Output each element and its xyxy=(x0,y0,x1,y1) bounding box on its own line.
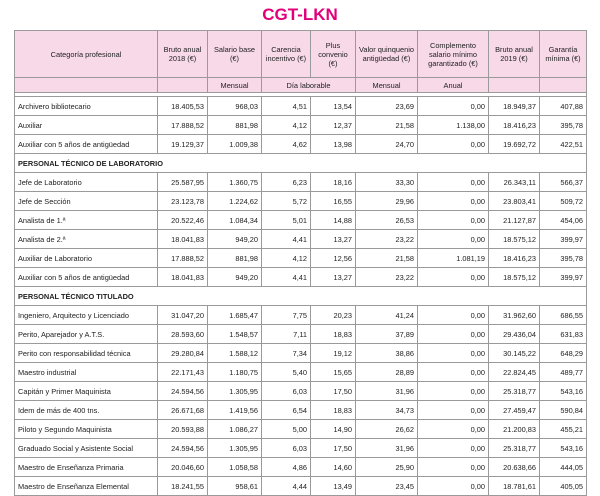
value-cell: 1.138,00 xyxy=(418,116,489,135)
value-cell: 5,72 xyxy=(262,192,311,211)
value-cell: 25.587,95 xyxy=(158,173,208,192)
value-cell: 0,00 xyxy=(418,192,489,211)
value-cell: 949,20 xyxy=(208,230,262,249)
header-cell: Bruto anual 2018 (€) xyxy=(158,31,208,78)
value-cell: 631,83 xyxy=(540,325,587,344)
value-cell: 395,78 xyxy=(540,116,587,135)
value-cell: 881,98 xyxy=(208,249,262,268)
category-cell: Maestro de Enseñanza Primaria xyxy=(15,458,158,477)
value-cell: 13,27 xyxy=(311,230,356,249)
table-row xyxy=(15,135,587,154)
category-cell: Auxiliar xyxy=(15,116,158,135)
value-cell: 0,00 xyxy=(418,306,489,325)
category-cell: Graduado Social y Asistente Social xyxy=(15,439,158,458)
category-cell: Auxiliar con 5 años de antigüedad xyxy=(15,135,158,154)
value-cell: 19,12 xyxy=(311,344,356,363)
value-cell: 4,51 xyxy=(262,97,311,116)
value-cell: 6,23 xyxy=(262,173,311,192)
table-row xyxy=(15,401,587,420)
category-cell: Analista de 1.ª xyxy=(15,211,158,230)
value-cell: 399,97 xyxy=(540,268,587,287)
value-cell: 20.638,66 xyxy=(489,458,540,477)
section-title: PERSONAL TÉCNICO TITULADO xyxy=(15,287,587,306)
value-cell: 23,22 xyxy=(356,268,418,287)
value-cell: 31.047,20 xyxy=(158,306,208,325)
units-row xyxy=(15,78,587,93)
value-cell: 18,16 xyxy=(311,173,356,192)
section-row xyxy=(15,154,587,173)
value-cell: 31,96 xyxy=(356,382,418,401)
category-cell: Perito, Aparejador y A.T.S. xyxy=(15,325,158,344)
value-cell: 0,00 xyxy=(418,477,489,496)
value-cell: 20,23 xyxy=(311,306,356,325)
value-cell: 34,73 xyxy=(356,401,418,420)
value-cell: 0,00 xyxy=(418,135,489,154)
table-row xyxy=(15,363,587,382)
value-cell: 23.123,78 xyxy=(158,192,208,211)
value-cell: 1.588,12 xyxy=(208,344,262,363)
value-cell: 1.180,75 xyxy=(208,363,262,382)
value-cell: 30.145,22 xyxy=(489,344,540,363)
value-cell: 12,37 xyxy=(311,116,356,135)
header-cell: Salario base (€) xyxy=(208,31,262,78)
value-cell: 648,29 xyxy=(540,344,587,363)
value-cell: 24,70 xyxy=(356,135,418,154)
value-cell: 18.416,23 xyxy=(489,116,540,135)
value-cell: 15,65 xyxy=(311,363,356,382)
value-cell: 6,54 xyxy=(262,401,311,420)
value-cell: 7,34 xyxy=(262,344,311,363)
value-cell: 31.962,60 xyxy=(489,306,540,325)
value-cell: 399,97 xyxy=(540,230,587,249)
value-cell: 4,62 xyxy=(262,135,311,154)
salary-table xyxy=(14,30,587,496)
value-cell: 6,03 xyxy=(262,382,311,401)
value-cell: 5,40 xyxy=(262,363,311,382)
value-cell: 0,00 xyxy=(418,268,489,287)
value-cell: 407,88 xyxy=(540,97,587,116)
value-cell: 26.671,68 xyxy=(158,401,208,420)
value-cell: 13,98 xyxy=(311,135,356,154)
table-row xyxy=(15,249,587,268)
value-cell: 18.575,12 xyxy=(489,230,540,249)
value-cell: 24.594,56 xyxy=(158,382,208,401)
value-cell: 18.781,61 xyxy=(489,477,540,496)
value-cell: 25.318,77 xyxy=(489,439,540,458)
value-cell: 1.305,95 xyxy=(208,382,262,401)
value-cell: 1.685,47 xyxy=(208,306,262,325)
value-cell: 881,98 xyxy=(208,116,262,135)
value-cell: 566,37 xyxy=(540,173,587,192)
value-cell: 4,12 xyxy=(262,249,311,268)
value-cell: 18.575,12 xyxy=(489,268,540,287)
value-cell: 455,21 xyxy=(540,420,587,439)
category-cell: Auxiliar con 5 años de antigüedad xyxy=(15,268,158,287)
category-cell: Jefe de Laboratorio xyxy=(15,173,158,192)
value-cell: 29,96 xyxy=(356,192,418,211)
value-cell: 0,00 xyxy=(418,344,489,363)
value-cell: 4,41 xyxy=(262,268,311,287)
value-cell: 29.436,04 xyxy=(489,325,540,344)
value-cell: 21.200,83 xyxy=(489,420,540,439)
category-cell: Jefe de Sección xyxy=(15,192,158,211)
units-cell: Mensual xyxy=(208,78,262,93)
value-cell: 33,30 xyxy=(356,173,418,192)
value-cell: 19.129,37 xyxy=(158,135,208,154)
value-cell: 18.041,83 xyxy=(158,268,208,287)
value-cell: 1.058,58 xyxy=(208,458,262,477)
table-row xyxy=(15,268,587,287)
value-cell: 12,56 xyxy=(311,249,356,268)
value-cell: 38,86 xyxy=(356,344,418,363)
value-cell: 1.081,19 xyxy=(418,249,489,268)
value-cell: 17.888,52 xyxy=(158,249,208,268)
value-cell: 444,05 xyxy=(540,458,587,477)
category-cell: Idem de más de 400 tns. xyxy=(15,401,158,420)
value-cell: 5,00 xyxy=(262,420,311,439)
value-cell: 18,83 xyxy=(311,401,356,420)
value-cell: 13,49 xyxy=(311,477,356,496)
header-cell: Categoría profesional xyxy=(15,31,158,78)
value-cell: 4,86 xyxy=(262,458,311,477)
header-row xyxy=(15,31,587,78)
value-cell: 22.824,45 xyxy=(489,363,540,382)
units-cell xyxy=(489,78,540,93)
table-row xyxy=(15,192,587,211)
section-row xyxy=(15,287,587,306)
units-cell: Mensual xyxy=(356,78,418,93)
value-cell: 0,00 xyxy=(418,230,489,249)
value-cell: 41,24 xyxy=(356,306,418,325)
value-cell: 1.086,27 xyxy=(208,420,262,439)
value-cell: 28,89 xyxy=(356,363,418,382)
units-cell: Día laborable xyxy=(262,78,356,93)
value-cell: 0,00 xyxy=(418,420,489,439)
value-cell: 4,41 xyxy=(262,230,311,249)
value-cell: 1.224,62 xyxy=(208,192,262,211)
table-row xyxy=(15,97,587,116)
value-cell: 21,58 xyxy=(356,249,418,268)
value-cell: 20.522,46 xyxy=(158,211,208,230)
value-cell: 395,78 xyxy=(540,249,587,268)
value-cell: 13,54 xyxy=(311,97,356,116)
value-cell: 26.343,11 xyxy=(489,173,540,192)
value-cell: 37,89 xyxy=(356,325,418,344)
value-cell: 1.305,95 xyxy=(208,439,262,458)
value-cell: 21.127,87 xyxy=(489,211,540,230)
table-row xyxy=(15,420,587,439)
value-cell: 18.416,23 xyxy=(489,249,540,268)
category-cell: Archivero bibliotecario xyxy=(15,97,158,116)
value-cell: 1.548,57 xyxy=(208,325,262,344)
table-row xyxy=(15,173,587,192)
value-cell: 968,03 xyxy=(208,97,262,116)
header-cell: Bruto anual 2019 (€) xyxy=(489,31,540,78)
value-cell: 23,22 xyxy=(356,230,418,249)
table-row xyxy=(15,211,587,230)
value-cell: 22.171,43 xyxy=(158,363,208,382)
value-cell: 27.459,47 xyxy=(489,401,540,420)
value-cell: 18.241,55 xyxy=(158,477,208,496)
table-row xyxy=(15,439,587,458)
value-cell: 18.041,83 xyxy=(158,230,208,249)
value-cell: 0,00 xyxy=(418,458,489,477)
value-cell: 18.949,37 xyxy=(489,97,540,116)
value-cell: 1.419,56 xyxy=(208,401,262,420)
value-cell: 0,00 xyxy=(418,173,489,192)
category-cell: Auxiliar de Laboratorio xyxy=(15,249,158,268)
value-cell: 454,06 xyxy=(540,211,587,230)
value-cell: 25.318,77 xyxy=(489,382,540,401)
value-cell: 21,58 xyxy=(356,116,418,135)
value-cell: 958,61 xyxy=(208,477,262,496)
value-cell: 18,83 xyxy=(311,325,356,344)
units-cell xyxy=(15,78,158,93)
category-cell: Perito con responsabilidad técnica xyxy=(15,344,158,363)
value-cell: 19.692,72 xyxy=(489,135,540,154)
value-cell: 0,00 xyxy=(418,97,489,116)
value-cell: 5,01 xyxy=(262,211,311,230)
value-cell: 20.593,88 xyxy=(158,420,208,439)
table-row xyxy=(15,382,587,401)
category-cell: Maestro industrial xyxy=(15,363,158,382)
value-cell: 26,53 xyxy=(356,211,418,230)
value-cell: 949,20 xyxy=(208,268,262,287)
value-cell: 17.888,52 xyxy=(158,116,208,135)
value-cell: 1.360,75 xyxy=(208,173,262,192)
value-cell: 7,11 xyxy=(262,325,311,344)
value-cell: 25,90 xyxy=(356,458,418,477)
value-cell: 26,62 xyxy=(356,420,418,439)
value-cell: 17,50 xyxy=(311,439,356,458)
table-row xyxy=(15,458,587,477)
table-row xyxy=(15,477,587,496)
value-cell: 0,00 xyxy=(418,211,489,230)
value-cell: 31,96 xyxy=(356,439,418,458)
value-cell: 23,45 xyxy=(356,477,418,496)
units-cell xyxy=(540,78,587,93)
value-cell: 509,72 xyxy=(540,192,587,211)
value-cell: 14,88 xyxy=(311,211,356,230)
value-cell: 17,50 xyxy=(311,382,356,401)
value-cell: 14,90 xyxy=(311,420,356,439)
value-cell: 686,55 xyxy=(540,306,587,325)
value-cell: 29.280,84 xyxy=(158,344,208,363)
table-row xyxy=(15,344,587,363)
header-cell: Complemento salario mínimo garantizado (€) xyxy=(418,31,489,78)
table-row xyxy=(15,306,587,325)
header-cell: Carencia incentivo (€) xyxy=(262,31,311,78)
value-cell: 0,00 xyxy=(418,363,489,382)
value-cell: 489,77 xyxy=(540,363,587,382)
category-cell: Maestro de Enseñanza Elemental xyxy=(15,477,158,496)
table-body xyxy=(15,93,587,496)
value-cell: 4,44 xyxy=(262,477,311,496)
header-cell: Plus convenio (€) xyxy=(311,31,356,78)
table-row xyxy=(15,325,587,344)
value-cell: 14,60 xyxy=(311,458,356,477)
value-cell: 4,12 xyxy=(262,116,311,135)
header-cell: Valor quinquenio antigüedad (€) xyxy=(356,31,418,78)
value-cell: 1.084,34 xyxy=(208,211,262,230)
value-cell: 28.593,60 xyxy=(158,325,208,344)
value-cell: 0,00 xyxy=(418,382,489,401)
table-row xyxy=(15,230,587,249)
value-cell: 1.009,38 xyxy=(208,135,262,154)
value-cell: 13,27 xyxy=(311,268,356,287)
table-row xyxy=(15,116,587,135)
value-cell: 0,00 xyxy=(418,325,489,344)
value-cell: 24.594,56 xyxy=(158,439,208,458)
section-title: PERSONAL TÉCNICO DE LABORATORIO xyxy=(15,154,587,173)
value-cell: 543,16 xyxy=(540,439,587,458)
header-cell: Garantía mínima (€) xyxy=(540,31,587,78)
value-cell: 16,55 xyxy=(311,192,356,211)
value-cell: 23,69 xyxy=(356,97,418,116)
value-cell: 590,84 xyxy=(540,401,587,420)
value-cell: 18.405,53 xyxy=(158,97,208,116)
value-cell: 405,05 xyxy=(540,477,587,496)
category-cell: Ingeniero, Arquitecto y Licenciado xyxy=(15,306,158,325)
value-cell: 20.046,60 xyxy=(158,458,208,477)
category-cell: Piloto y Segundo Maquinista xyxy=(15,420,158,439)
value-cell: 0,00 xyxy=(418,401,489,420)
units-cell: Anual xyxy=(418,78,489,93)
value-cell: 0,00 xyxy=(418,439,489,458)
units-cell xyxy=(158,78,208,93)
value-cell: 422,51 xyxy=(540,135,587,154)
value-cell: 543,16 xyxy=(540,382,587,401)
value-cell: 6,03 xyxy=(262,439,311,458)
category-cell: Capitán y Primer Maquinista xyxy=(15,382,158,401)
page-title: CGT-LKN xyxy=(262,5,338,24)
value-cell: 23.803,41 xyxy=(489,192,540,211)
category-cell: Analista de 2.ª xyxy=(15,230,158,249)
value-cell: 7,75 xyxy=(262,306,311,325)
